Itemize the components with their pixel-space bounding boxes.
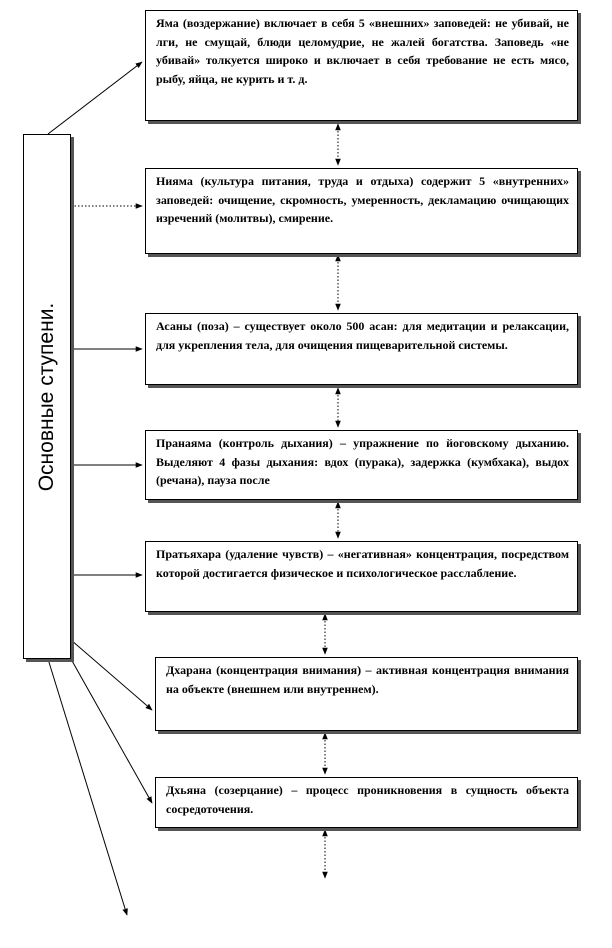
stage-dharana <box>155 657 578 731</box>
stage-title: Асаны (поза) <box>156 319 229 333</box>
arrow-root-to-stage-7 <box>71 659 152 803</box>
stage-text: – «негативная» концентрация, посредством которой достигается физическое и психологическое расслабление. <box>156 547 570 580</box>
root-node <box>23 134 71 659</box>
stage-title: Дхарана (концентрация внимания) <box>166 663 362 677</box>
stage-title: Яма (воздержание) <box>156 16 260 30</box>
stage-text: – процесс проникновения в сущность объекта сосредоточения. <box>166 783 570 816</box>
stage-text: включает в себя 5 «внешних» заповедей: не убивай, не лги, не смущай, блюди целомудрие, не жалей богатства. Заповедь «не убивай» толкуется широко и включает в себя требование не есть мясо, рыбу, яйца, не курить и т. д. <box>156 16 569 86</box>
stage-text: содержит 5 «внутренних» заповедей: очищение, скромность, умеренность, декламацию очищающих изречений (молитвы), смирение. <box>156 174 569 225</box>
stage-text: – упражнение по йоговскому дыханию. Выделяют 4 фазы дыхания: вдох (пурака), задержка (кумбхака), выдох (речана), пауза после <box>156 436 570 487</box>
arrow-root-down <box>48 659 127 915</box>
stage-dhyana <box>155 777 578 828</box>
stage-text: – активная концентрация внимания на объекте (внешнем или внутреннем). <box>166 663 569 696</box>
stage-niyama <box>145 168 578 254</box>
stage-text: – существует около 500 асан: для медитации и релаксации, для укрепления тела, для очищения пищеварительной системы. <box>156 319 570 352</box>
stage-yama <box>145 10 578 121</box>
arrow-root-to-stage-1 <box>48 62 142 134</box>
stage-pratyahara <box>145 541 578 612</box>
stage-title: Пратьяхара (удаление чувств) <box>156 547 324 561</box>
root-label: Основные ступени. <box>35 302 58 491</box>
arrow-root-to-stage-6 <box>71 640 152 710</box>
stage-title: Нияма (культура питания, труда и отдыха) <box>156 174 414 188</box>
stage-title: Пранаяма (контроль дыхания) <box>156 436 333 450</box>
stage-asana <box>145 313 578 385</box>
stage-pranayama <box>145 430 578 500</box>
stage-title: Дхьяна (созерцание) <box>166 783 283 797</box>
